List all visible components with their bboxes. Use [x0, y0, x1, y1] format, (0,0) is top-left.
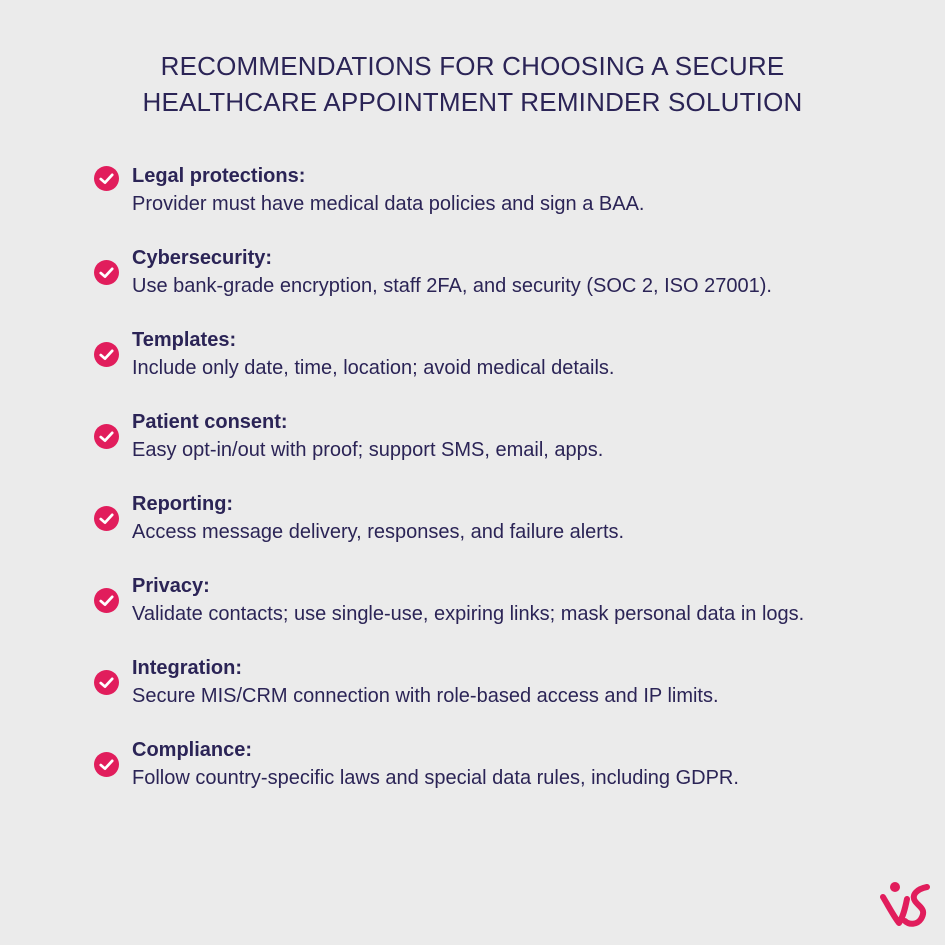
item-description: Easy opt-in/out with proof; support SMS, email, apps.: [132, 439, 604, 461]
brand-logo-icon: [879, 877, 933, 931]
item-heading: Patient consent:: [132, 411, 288, 433]
list-item-cybersecurity: [94, 244, 924, 300]
check-circle-icon: [94, 424, 119, 449]
list-item-legal-protections: [94, 162, 924, 218]
item-heading: Legal protections:: [132, 165, 306, 187]
list-item-reporting: [94, 490, 924, 546]
item-heading: Integration:: [132, 657, 242, 679]
list-item-privacy: [94, 572, 924, 628]
item-description: Provider must have medical data policies and sign a BAA.: [132, 193, 645, 215]
item-heading: Templates:: [132, 329, 237, 351]
list-item-integration: [94, 654, 924, 710]
item-description: Use bank-grade encryption, staff 2FA, and security (SOC 2, ISO 27001).: [132, 275, 772, 297]
item-description: Include only date, time, location; avoid medical details.: [132, 357, 615, 379]
check-circle-icon: [94, 588, 119, 613]
page-title: [0, 48, 945, 120]
check-circle-icon: [94, 506, 119, 531]
check-circle-icon: [94, 752, 119, 777]
item-heading: Cybersecurity:: [132, 247, 273, 269]
list-item-templates: [94, 326, 924, 382]
item-heading: Compliance:: [132, 739, 253, 761]
recommendation-list: [94, 162, 924, 818]
check-circle-icon: [94, 260, 119, 285]
title-line-1: RECOMMENDATIONS FOR CHOOSING A SECURE: [160, 51, 785, 81]
item-description: Access message delivery, responses, and failure alerts.: [132, 521, 625, 543]
check-circle-icon: [94, 342, 119, 367]
item-description: Secure MIS/CRM connection with role-based access and IP limits.: [132, 685, 719, 707]
item-description: Validate contacts; use single-use, expiring links; mask personal data in logs.: [132, 603, 805, 625]
check-circle-icon: [94, 670, 119, 695]
item-description: Follow country-specific laws and special data rules, including GDPR.: [132, 767, 739, 789]
title-line-2: HEALTHCARE APPOINTMENT REMINDER SOLUTION: [142, 87, 803, 117]
check-circle-icon: [94, 166, 119, 191]
item-heading: Privacy:: [132, 575, 210, 597]
item-heading: Reporting:: [132, 493, 234, 515]
list-item-compliance: [94, 736, 924, 792]
list-item-patient-consent: [94, 408, 924, 464]
